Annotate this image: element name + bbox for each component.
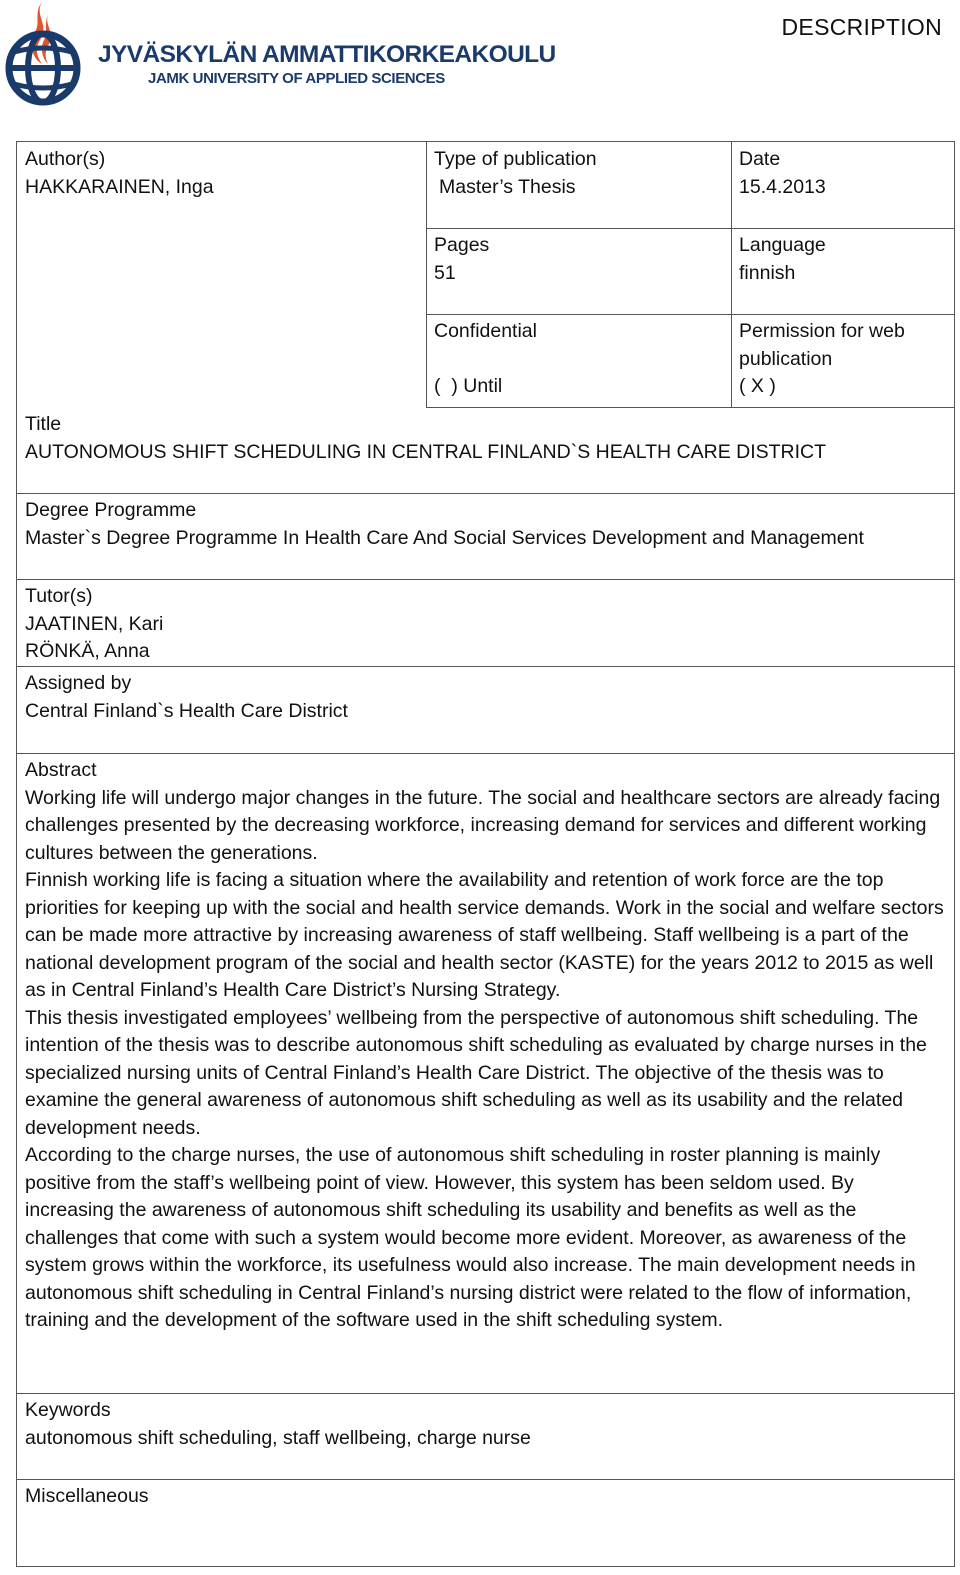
degree-label: Degree Programme [25, 499, 197, 521]
confidential-value: ( ) Until [434, 375, 503, 397]
date-value: 15.4.2013 [739, 175, 826, 198]
author-cell [17, 142, 426, 407]
keywords-cell [17, 1393, 955, 1479]
permission-cell [731, 314, 955, 407]
tutor-name: RÖNKÄ, Anna [25, 640, 150, 662]
date-cell [731, 142, 955, 228]
abstract-paragraph: This thesis investigated employees’ wellbeing from the perspective of autonomous shift scheduling. The intention of the thesis was to describe autonomous shift scheduling as evaluated by charge nurses in the specialized nursing units of Central Finland’s Health Care District. The objective of the thesis was to examine the general awareness of autonomous shift scheduling as well as its usability and the related development needs. [25, 1006, 927, 1139]
publication-type-cell [426, 142, 731, 228]
author-label: Author(s) [25, 148, 106, 170]
misc-label: Miscellaneous [25, 1485, 149, 1507]
language-label: Language [739, 234, 826, 256]
tutor-name: JAATINEN, Kari [25, 612, 164, 635]
publication-type-value: Master’s Thesis [439, 175, 576, 198]
institution-subtitle: JAMK UNIVERSITY OF APPLIED SCIENCES [148, 70, 445, 87]
title-label: Title [25, 413, 62, 435]
abstract-paragraph: Finnish working life is facing a situation where the availability and retention of work force are the top priorities for keeping up with the social and health service demands. Work in the social and welfare sectors can be made more attractive by increasing awareness of staff wellbeing. Staff wellbeing is a part of the national development program of the social and health sector (KASTE) for the years 2012 to 2015 as well as in Central Finland’s Health Care District’s Nursing Strategy. [25, 869, 944, 1001]
abstract-paragraph: Working life will undergo major changes in the future. The social and healthcare sectors are already facing challenges presented by the decreasing workforce, increasing demand for services and different working cultures between the generations. [25, 786, 941, 864]
confidential-label: Confidential [434, 320, 537, 342]
title-value: AUTONOMOUS SHIFT SCHEDULING IN CENTRAL FINLAND`S HEALTH CARE DISTRICT [25, 440, 827, 463]
institution-name: JYVÄSKYLÄN AMMATTIKORKEAKOULU [98, 41, 556, 68]
permission-label: Permission for web publication [739, 320, 905, 370]
jamk-emblem-icon [4, 0, 82, 106]
confidential-cell [426, 314, 731, 407]
keywords-value: autonomous shift scheduling, staff wellbeing, charge nurse [25, 1426, 531, 1449]
date-label: Date [739, 148, 781, 170]
abstract-paragraph: According to the charge nurses, the use of autonomous shift scheduling in roster planning is mainly positive from the staff’s wellbeing point of view. However, this system has been seldom used. By increasing the awareness of autonomous shift scheduling its usability and benefits as well as the challenges that come with such a system would become more evident. Moreover, as awareness of the system grows within the workforce, its usefulness would also increase. The main development needs in autonomous shift scheduling in Central Finland’s nursing district were related to the flow of information, training and the development of the software used in the shift scheduling system. [25, 1144, 916, 1331]
publication-type-label: Type of publication [434, 148, 597, 170]
assigned-cell [17, 666, 955, 753]
assigned-label: Assigned by [25, 672, 132, 694]
title-cell [17, 407, 955, 493]
pages-value: 51 [434, 261, 456, 284]
degree-value: Master`s Degree Programme In Health Care And Social Services Development and Management [25, 526, 864, 549]
degree-cell [17, 493, 955, 579]
misc-cell [17, 1479, 955, 1566]
permission-value: ( X ) [739, 375, 776, 397]
pages-cell [426, 228, 731, 314]
tutors-cell [17, 579, 955, 666]
language-cell [731, 228, 955, 314]
description-form [16, 141, 955, 1567]
keywords-label: Keywords [25, 1399, 111, 1421]
tutors-label: Tutor(s) [25, 585, 93, 607]
abstract-cell [17, 753, 955, 1393]
abstract-label: Abstract [25, 759, 97, 781]
assigned-value: Central Finland`s Health Care District [25, 699, 348, 722]
page-header [0, 0, 960, 120]
pages-label: Pages [434, 234, 490, 256]
document-type: DESCRIPTION [781, 14, 942, 40]
language-value: finnish [739, 261, 796, 284]
author-value: HAKKARAINEN, Inga [25, 175, 214, 198]
